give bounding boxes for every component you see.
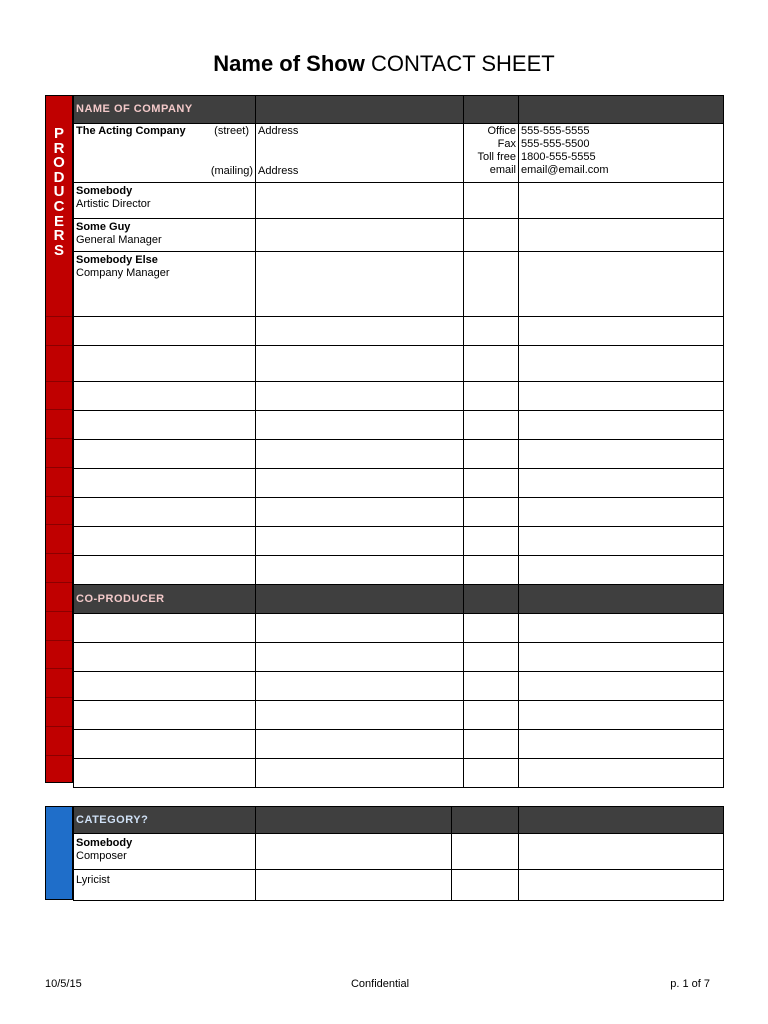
category-side-bar bbox=[45, 806, 73, 900]
contact-name: Some Guy bbox=[76, 221, 131, 233]
email-value: email@email.com bbox=[521, 164, 609, 176]
contact-row bbox=[74, 870, 724, 901]
phone-office: 555-555-5555 bbox=[521, 125, 590, 137]
empty-row bbox=[74, 643, 724, 672]
contact-row bbox=[74, 252, 724, 317]
producers-table bbox=[73, 95, 724, 788]
category-table bbox=[73, 806, 724, 901]
phone-fax: 555-555-5500 bbox=[521, 138, 590, 150]
contact-role: General Manager bbox=[76, 234, 162, 246]
mailing-address: Address bbox=[258, 165, 299, 177]
empty-row bbox=[74, 382, 724, 411]
footer-page-number: p. 1 of 7 bbox=[670, 978, 710, 990]
producers-header-row bbox=[74, 96, 724, 124]
empty-row bbox=[74, 701, 724, 730]
empty-row bbox=[74, 527, 724, 556]
empty-row bbox=[74, 556, 724, 585]
page-title: Name of Show CONTACT SHEET bbox=[213, 51, 555, 76]
producers-vertical-label: P R O D U C E R S bbox=[53, 125, 65, 259]
phone-label-office: Office bbox=[487, 125, 516, 137]
footer-confidential: Confidential bbox=[350, 978, 410, 990]
coproducer-header-row bbox=[74, 585, 724, 614]
contact-name: Somebody Else bbox=[76, 254, 158, 266]
empty-row bbox=[74, 614, 724, 643]
empty-row bbox=[74, 411, 724, 440]
empty-row bbox=[74, 730, 724, 759]
company-header: NAME OF COMPANY bbox=[74, 96, 256, 124]
empty-row bbox=[74, 440, 724, 469]
coproducer-header: CO-PRODUCER bbox=[74, 585, 256, 614]
company-row bbox=[74, 124, 724, 183]
contact-role: Composer bbox=[76, 850, 127, 862]
empty-row bbox=[74, 469, 724, 498]
contact-name: Somebody bbox=[76, 837, 133, 849]
phone-tollfree: 1800-555-5555 bbox=[521, 151, 596, 163]
contact-role: Artistic Director bbox=[76, 198, 151, 210]
contact-name: Somebody bbox=[76, 185, 133, 197]
contact-row bbox=[74, 183, 724, 219]
category-header: CATEGORY? bbox=[74, 807, 256, 834]
phone-label-fax: Fax bbox=[497, 138, 516, 150]
contact-role: Lyricist bbox=[76, 874, 110, 886]
phone-label-email: email bbox=[489, 164, 516, 176]
street-address: Address bbox=[258, 125, 299, 137]
contact-row bbox=[74, 834, 724, 870]
empty-row bbox=[74, 317, 724, 346]
empty-row bbox=[74, 672, 724, 701]
contact-row bbox=[74, 219, 724, 252]
mailing-label: (mailing) bbox=[210, 165, 253, 177]
street-label: (street) bbox=[214, 125, 249, 137]
phone-label-tollfree: Toll free bbox=[477, 151, 516, 163]
company-name: The Acting Company bbox=[76, 125, 186, 137]
empty-row bbox=[74, 759, 724, 788]
contact-role: Company Manager bbox=[76, 267, 170, 279]
footer-date: 10/5/15 bbox=[45, 978, 82, 990]
empty-row bbox=[74, 498, 724, 527]
empty-row bbox=[74, 346, 724, 382]
producers-side-bar bbox=[45, 95, 73, 783]
category-header-row bbox=[74, 807, 724, 834]
